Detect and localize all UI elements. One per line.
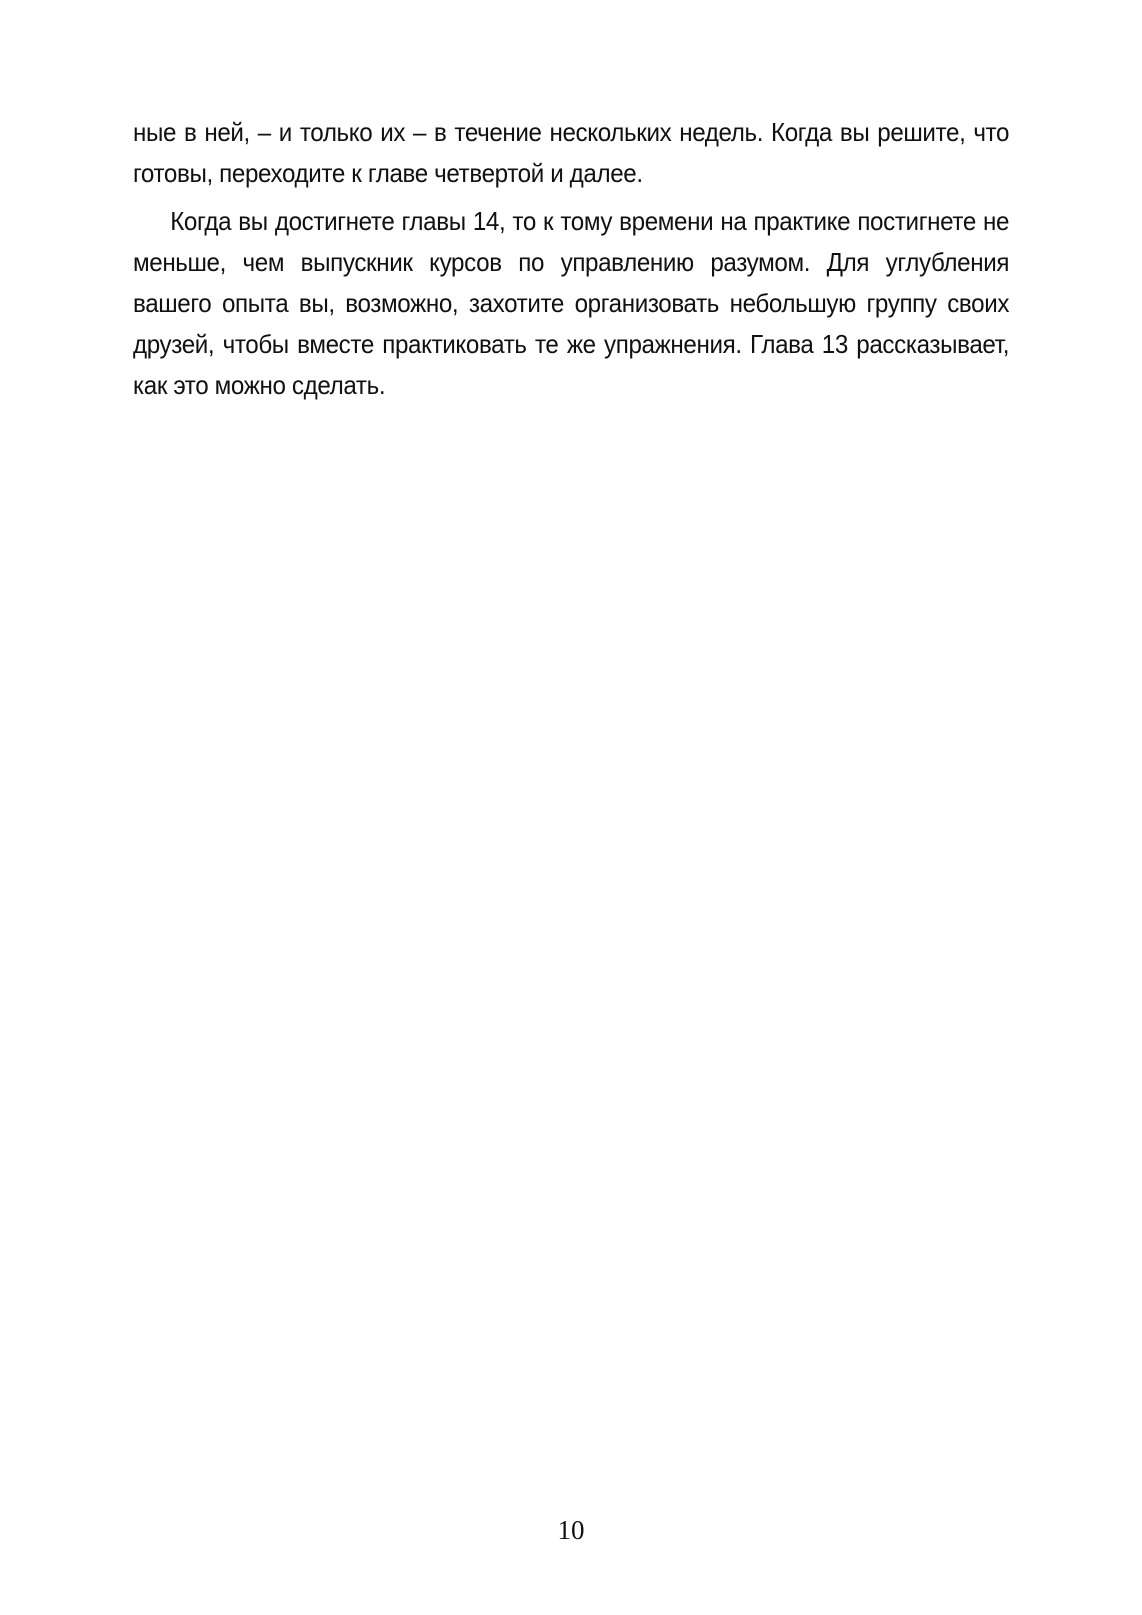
page-number: 10 — [557, 1515, 585, 1545]
page-body — [133, 112, 1010, 406]
paragraph-chapter-14: Когда вы достигнете главы 14, то к тому времени на практике постигнете не меньше, чем выпускник курсов по управлению разумом. Для углубления вашего опыта вы, возможно, захотите организовать небольшую группу своих друзей, чтобы вместе практиковать те же упражнения. Глава 13 рассказывает, как это можно сделать. — [133, 206, 1010, 400]
text-column — [133, 112, 1009, 406]
paragraph-continuation: ные в ней, – и только их – в течение нескольких недель. Когда вы решите, что готовы, переходите к главе четвертой и далее. — [133, 117, 1010, 188]
